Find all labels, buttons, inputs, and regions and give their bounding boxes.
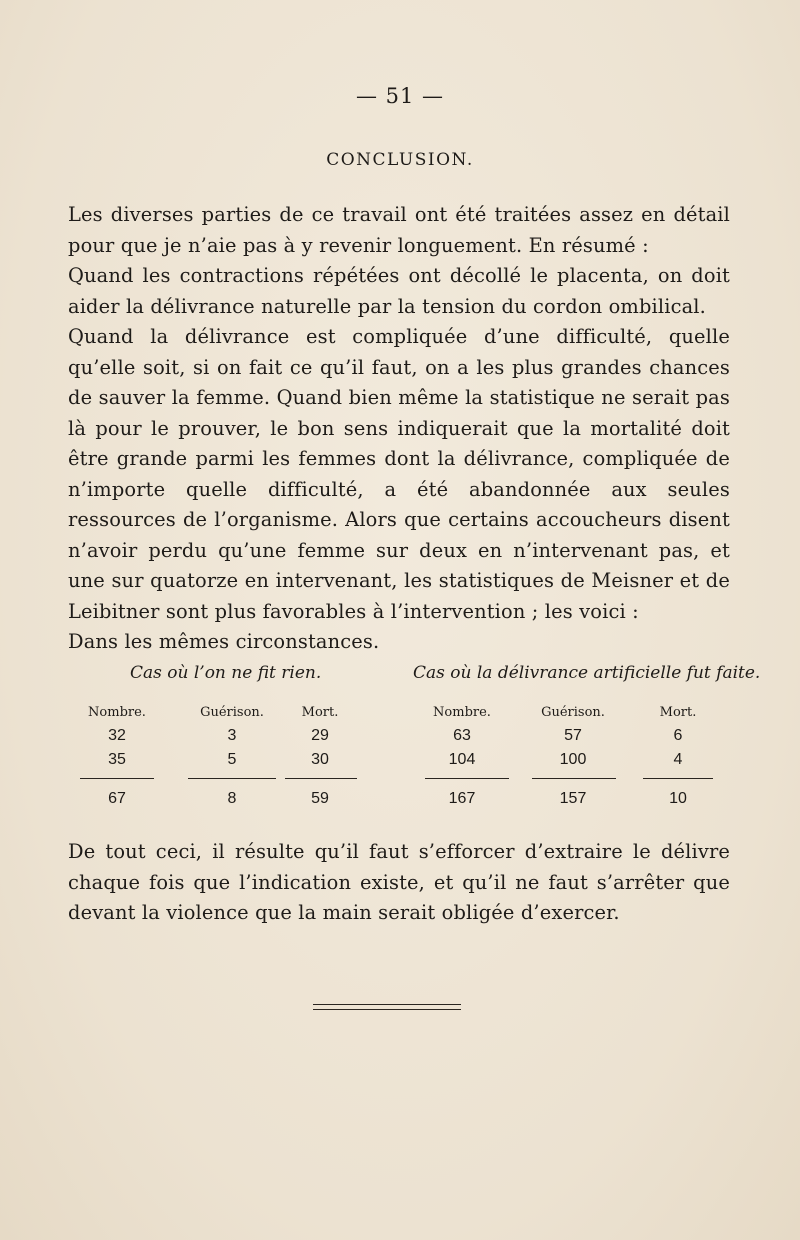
conclusion-text — [68, 837, 730, 929]
table-total-cell: 59 — [311, 790, 329, 807]
paragraph-summary: Les diverses parties de ce travail ont été traitées assez en détail pour que je n’aie pas à y revenir longuement. En résumé : — [68, 203, 730, 257]
col-header-left-nombre: Nombre. — [88, 705, 146, 720]
col-header-left-guerison: Guérison. — [200, 705, 264, 720]
table-cell: 104 — [448, 751, 476, 768]
total-rule — [285, 778, 357, 779]
total-rule — [188, 778, 276, 779]
paragraph-conclusion: De tout ceci, il résulte qu’il faut s’efforcer d’extraire le délivre chaque fois que l’indication existe, et qu’il ne faut s’arrêter que devant la violence que la main serait obligée d’exercer. — [68, 840, 730, 924]
col-header-left-mort: Mort. — [301, 705, 339, 720]
paragraph-natural-delivery: Quand les contractions répétées ont décollé le placenta, on doit aider la délivrance naturelle par la tension du cordon ombilical. — [68, 264, 730, 318]
table-total-cell: 8 — [227, 790, 237, 807]
col-header-right-guerison: Guérison. — [541, 705, 605, 720]
end-ornament-rule — [313, 1004, 461, 1010]
col-header-right-nombre: Nombre. — [433, 705, 491, 720]
table-cell: 6 — [673, 727, 683, 744]
table-cell: 35 — [108, 751, 126, 768]
table-caption-right: Cas où la délivrance artificielle fut faite. — [413, 663, 761, 683]
table-cell: 5 — [227, 751, 237, 768]
section-heading: CONCLUSION. — [326, 150, 474, 170]
page-number: — 51 — — [355, 84, 445, 108]
table-cell: 63 — [453, 727, 471, 744]
table-total-cell: 67 — [108, 790, 126, 807]
table-total-cell: 10 — [669, 790, 687, 807]
table-cell: 4 — [673, 751, 683, 768]
table-cell: 100 — [559, 751, 587, 768]
col-header-right-mort: Mort. — [659, 705, 697, 720]
intro-text — [68, 200, 730, 658]
table-cell: 3 — [227, 727, 237, 744]
table-caption-left: Cas où l’on ne fit rien. — [130, 663, 322, 683]
table-cell: 57 — [564, 727, 582, 744]
table-cell: 29 — [311, 727, 329, 744]
table-cell: 32 — [108, 727, 126, 744]
table-total-cell: 167 — [448, 790, 476, 807]
total-rule — [532, 778, 616, 779]
paragraph-same-circumstances: Dans les mêmes circonstances. — [68, 630, 380, 653]
table-cell: 30 — [311, 751, 329, 768]
total-rule — [425, 778, 509, 779]
total-rule — [80, 778, 154, 779]
table-total-cell: 157 — [559, 790, 587, 807]
total-rule — [643, 778, 713, 779]
paragraph-complicated-delivery: Quand la délivrance est compliquée d’une difficulté, quelle qu’elle soit, si on fait ce qu’il faut, on a les plus grandes chances de sauver la femme. Quand bien même la statistique ne serait pas là pour le prouver, le bon sens indiquerait que la mortalité doit être grande parmi les femmes dont la délivrance, compliquée de n’importe quelle difficulté, a été abandonnée aux seules ressources de l’organisme. Alors que certains accoucheurs disent n’avoir perdu qu’une femme sur deux en n’intervenant pas, et une sur quatorze en intervenant, les statistiques de Meisner et de Leibitner sont plus favorables à l’intervention ; les voici : — [68, 325, 730, 623]
